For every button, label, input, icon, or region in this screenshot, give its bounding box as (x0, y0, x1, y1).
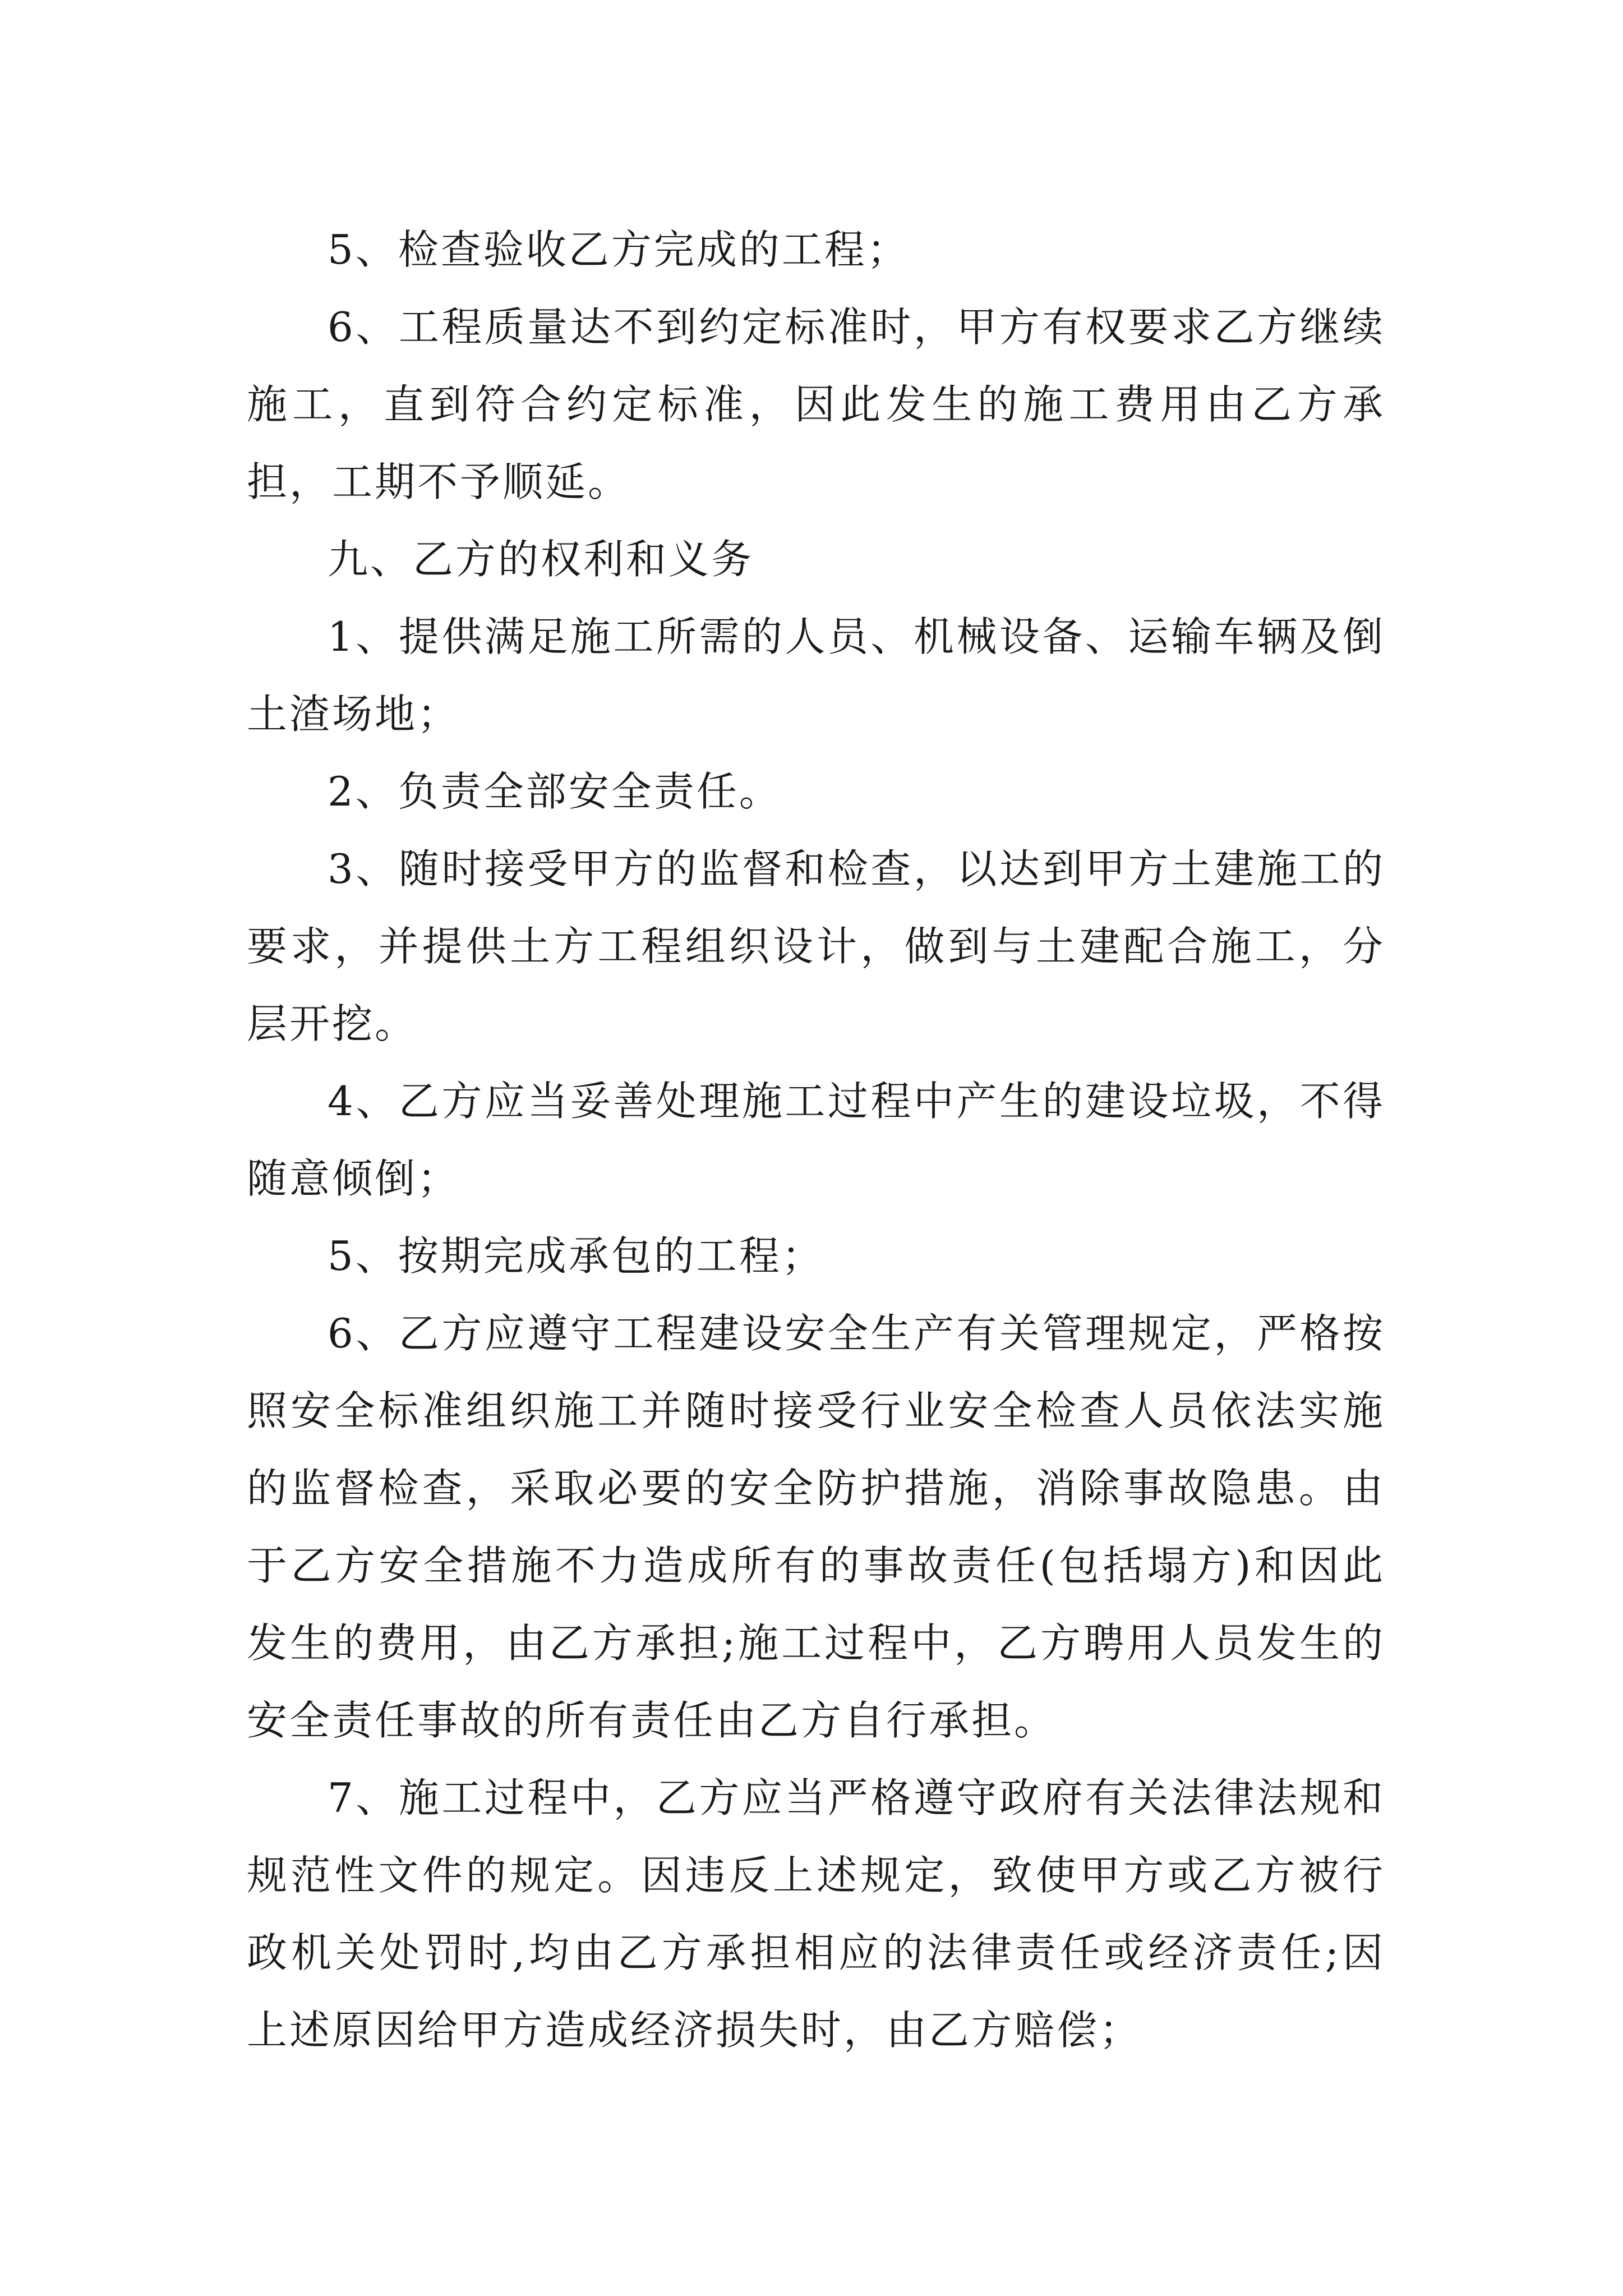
paragraph-item-7-compliance: 7、施工过程中，乙方应当严格遵守政府有关法律法规和规范性文件的规定。因违反上述规定，致使甲方或乙方被行政机关处罚时,均由乙方承担相应的法律责任或经济责任;因上述原因给甲方造成经济损失时，由乙方赔偿； (247, 1774, 1385, 2054)
document-body (247, 211, 1385, 2069)
section-heading-party-b-rights: 九、乙方的权利和义务 (328, 536, 754, 583)
paragraph-item-5-inspect: 5、检查验收乙方完成的工程； (328, 226, 910, 273)
paragraph-item-2-safety: 2、负责全部安全责任。 (328, 768, 782, 815)
paragraph-item-5-schedule: 5、按期完成承包的工程； (328, 1232, 824, 1280)
paragraph-item-3-supervision: 3、随时接受甲方的监督和检查，以达到甲方土建施工的要求，并提供土方工程组织设计，做到与土建配合施工，分层开挖。 (247, 845, 1385, 1047)
paragraph-item-4-waste: 4、乙方应当妥善处理施工过程中产生的建设垃圾，不得随意倾倒； (247, 1078, 1385, 1202)
paragraph-item-6-safety-rules: 6、乙方应遵守工程建设安全生产有关管理规定，严格按照安全标准组织施工并随时接受行业安全检查人员依法实施的监督检查，采取必要的安全防护措施，消除事故隐患。由于乙方安全措施不力造成所有的事故责任(包括塌方)和因此发生的费用，由乙方承担;施工过程中，乙方聘用人员发生的安全责任事故的所有责任由乙方自行承担。 (247, 1310, 1385, 1744)
paragraph-item-6-quality: 6、工程质量达不到约定标准时，甲方有权要求乙方继续施工，直到符合约定标准，因此发生的施工费用由乙方承担，工期不予顺延。 (247, 303, 1385, 505)
paragraph-item-1-resources: 1、提供满足施工所需的人员、机械设备、运输车辆及倒土渣场地； (247, 613, 1385, 738)
